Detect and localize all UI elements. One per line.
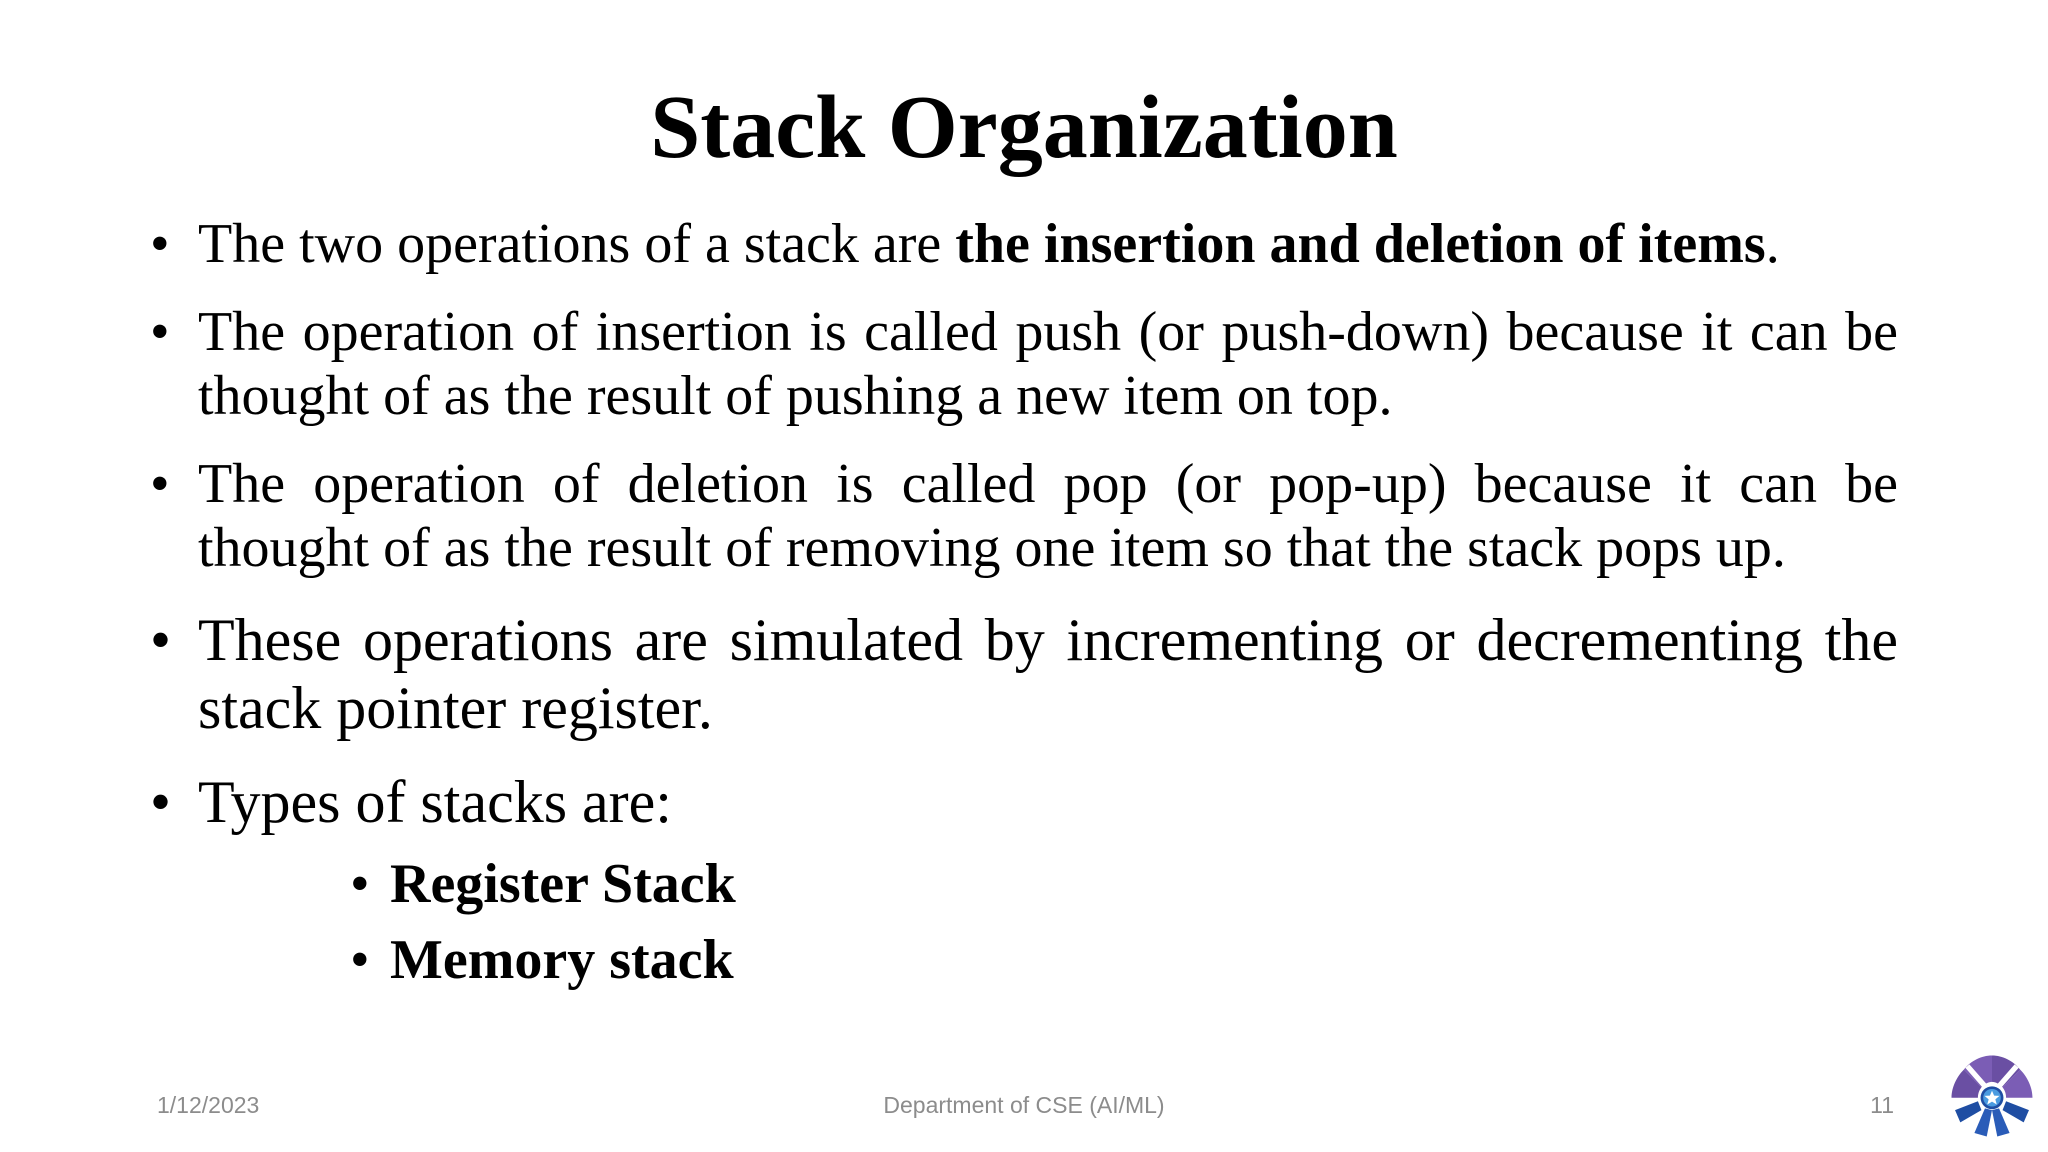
sub-bullet-register-stack: • Register Stack bbox=[350, 846, 1898, 922]
bullet-text: The two operations of a stack are bbox=[198, 213, 956, 275]
bullet-pop: • The operation of deletion is called pop (or pop-up) because it can be thought of as the result of removing one item so that the stack pops up. bbox=[150, 452, 1898, 580]
bullet-push: • The operation of insertion is called push (or push-down) because it can be thought of as the result of pushing a new item on top. bbox=[150, 300, 1898, 428]
stack-types-list bbox=[150, 846, 1898, 998]
slide-title: Stack Organization bbox=[650, 78, 1398, 177]
sub-bullet-memory-stack: • Memory stack bbox=[350, 922, 1898, 998]
bullet-simulation: • These operations are simulated by incrementing or decrementing the stack pointer register. bbox=[150, 606, 1898, 742]
footer-page-number: 11 bbox=[1870, 1092, 1894, 1118]
slide-content bbox=[150, 212, 1898, 998]
bullet-operations bbox=[150, 212, 1898, 276]
institution-logo-icon bbox=[1948, 1052, 2036, 1140]
bullet-punctuation: . bbox=[1765, 213, 1780, 275]
bullet-emphasis: the insertion and deletion of items bbox=[955, 213, 1766, 275]
bullet-types: • Types of stacks are: bbox=[150, 768, 1898, 836]
footer-date: 1/12/2023 bbox=[157, 1092, 260, 1118]
footer-department: Department of CSE (AI/ML) bbox=[883, 1092, 1165, 1118]
